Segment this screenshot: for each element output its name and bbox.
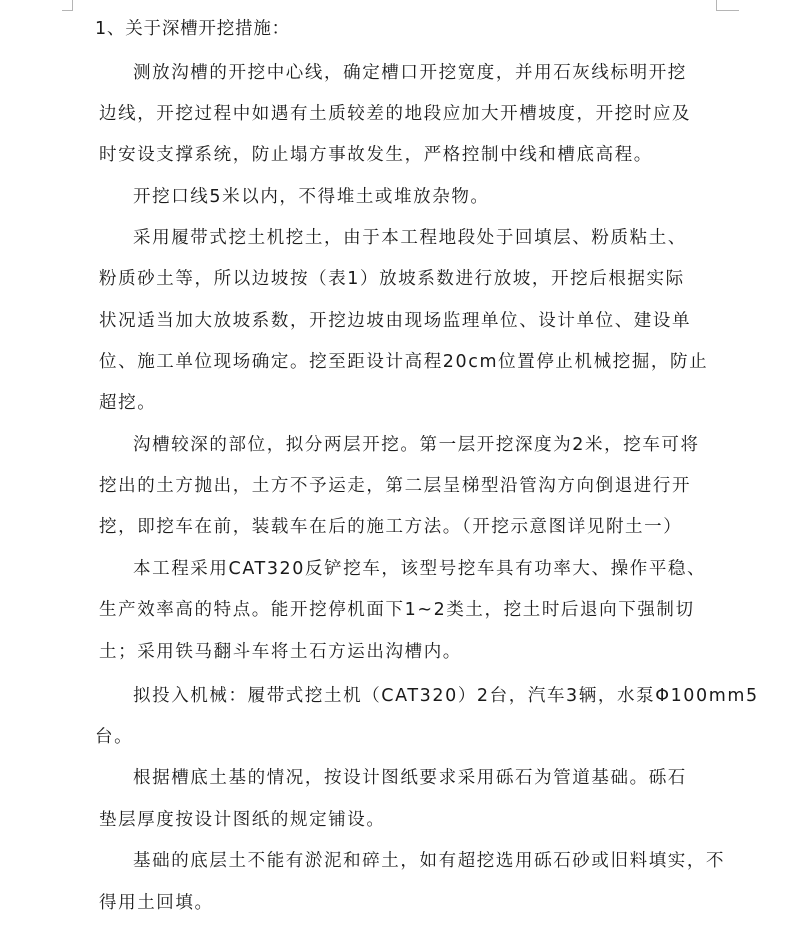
text-line: 挖出的土方抛出，土方不予运走，第二层呈梯型沿管沟方向倒退进行开 (99, 476, 692, 496)
text-line: 位、施工单位现场确定。挖至距设计高程20cm位置停止机械挖掘，防止 (99, 352, 709, 372)
text-line: 本工程采用CAT320反铲挖车，该型号挖车具有功率大、操作平稳、 (133, 559, 707, 579)
text-line: 拟投入机械：履带式挖土机（CAT320）2台，汽车3辆，水泵Φ100mm5 (133, 686, 759, 706)
text-line: 土；采用铁马翻斗车将土石方运出沟槽内。 (99, 642, 462, 662)
text-line: 挖，即挖车在前，装载车在后的施工方法。（开挖示意图详见附土一） (99, 517, 683, 537)
text-line: 台。 (95, 727, 134, 747)
text-line: 测放沟槽的开挖中心线，确定槽口开挖宽度，并用石灰线标明开挖 (133, 63, 687, 83)
text-line: 根据槽底土基的情况，按设计图纸要求采用砾石为管道基础。砾石 (133, 768, 687, 788)
text-line: 基础的底层土不能有淤泥和碎土，如有超挖选用砾石砂或旧料填实，不 (133, 851, 726, 871)
text-line: 粉质砂土等，所以边坡按（表1）放坡系数进行放坡，开挖后根据实际 (99, 269, 685, 289)
text-line: 开挖口线5米以内，不得堆土或堆放杂物。 (133, 187, 490, 207)
text-line: 沟槽较深的部位，拟分两层开挖。第一层开挖深度为2米，挖车可将 (133, 435, 700, 455)
text-line: 生产效率高的特点。能开挖停机面下1~2类土，挖土时后退向下强制切 (99, 600, 695, 620)
text-line: 超挖。 (99, 393, 157, 413)
section-heading: 1、关于深槽开挖措施： (95, 19, 290, 39)
text-line: 垫层厚度按设计图纸的规定铺设。 (99, 810, 386, 830)
text-line: 状况适当加大放坡系数，开挖边坡由现场监理单位、设计单位、建设单 (99, 311, 692, 331)
text-line: 得用土回填。 (99, 893, 214, 913)
text-line: 采用履带式挖土机挖土，由于本工程地段处于回填层、粉质粘土、 (133, 228, 687, 248)
text-line: 边线，开挖过程中如遇有土质较差的地段应加大开槽坡度，开挖时应及 (99, 104, 692, 124)
text-line: 时安设支撑系统，防止塌方事故发生，严格控制中线和槽底高程。 (99, 145, 653, 165)
